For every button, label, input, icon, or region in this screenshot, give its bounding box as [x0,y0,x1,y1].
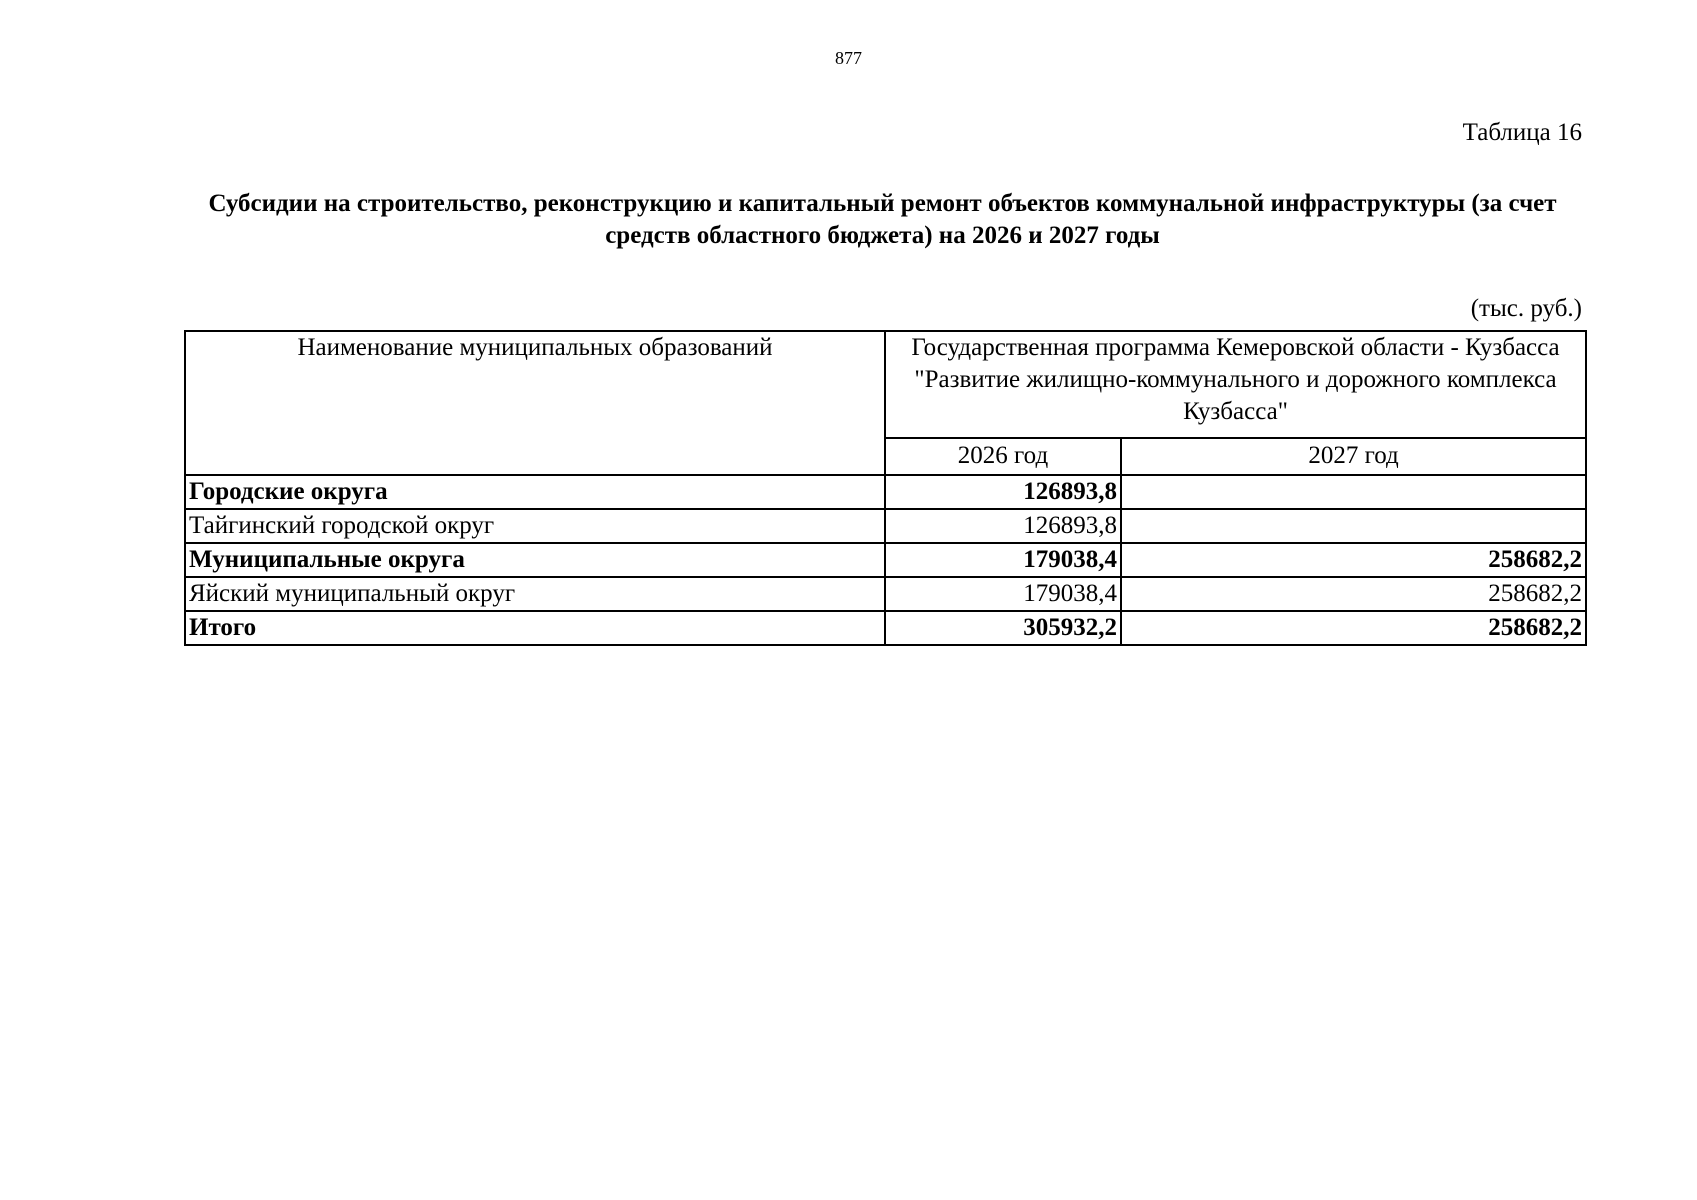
table-row [185,475,1586,509]
header-year-2027: 2027 год [1121,438,1586,475]
row-name-cell: Яйский муниципальный округ [185,577,885,611]
row-name-cell: Тайгинский городской округ [185,509,885,543]
row-name-cell: Итого [185,611,885,645]
row-2026-cell: 179038,4 [885,577,1121,611]
table-number: Таблица 16 [1462,119,1582,146]
page-number: 877 [835,48,862,68]
table-header-row [185,331,1586,438]
header-municipality-name: Наименование муниципальных образований [185,331,885,475]
document-title: Субсидии на строительство, реконструкцию и капитальный ремонт объектов коммунальной инфраструктуры (за счет средств областного бюджета) на 2026 и 2027 годы [208,190,1557,249]
table-row [185,577,1586,611]
row-2027-cell: 258682,2 [1121,543,1586,577]
header-state-program: Государственная программа Кемеровской области - Кузбасса "Развитие жилищно-коммунального и дорожного комплекса Кузбасса" [885,331,1586,438]
table-row [185,543,1586,577]
table-row-total [185,611,1586,645]
row-2027-cell [1121,475,1586,509]
row-2026-cell: 305932,2 [885,611,1121,645]
row-2027-cell [1121,509,1586,543]
units-label: (тыс. руб.) [1470,295,1582,322]
row-2026-cell: 179038,4 [885,543,1121,577]
table-body [185,475,1586,645]
subsidies-table [184,330,1587,646]
row-name-cell: Городские округа [185,475,885,509]
row-2027-cell: 258682,2 [1121,577,1586,611]
row-2027-cell: 258682,2 [1121,611,1586,645]
table-row [185,509,1586,543]
row-2026-cell: 126893,8 [885,509,1121,543]
row-name-cell: Муниципальные округа [185,543,885,577]
header-year-2026: 2026 год [885,438,1121,475]
row-2026-cell: 126893,8 [885,475,1121,509]
